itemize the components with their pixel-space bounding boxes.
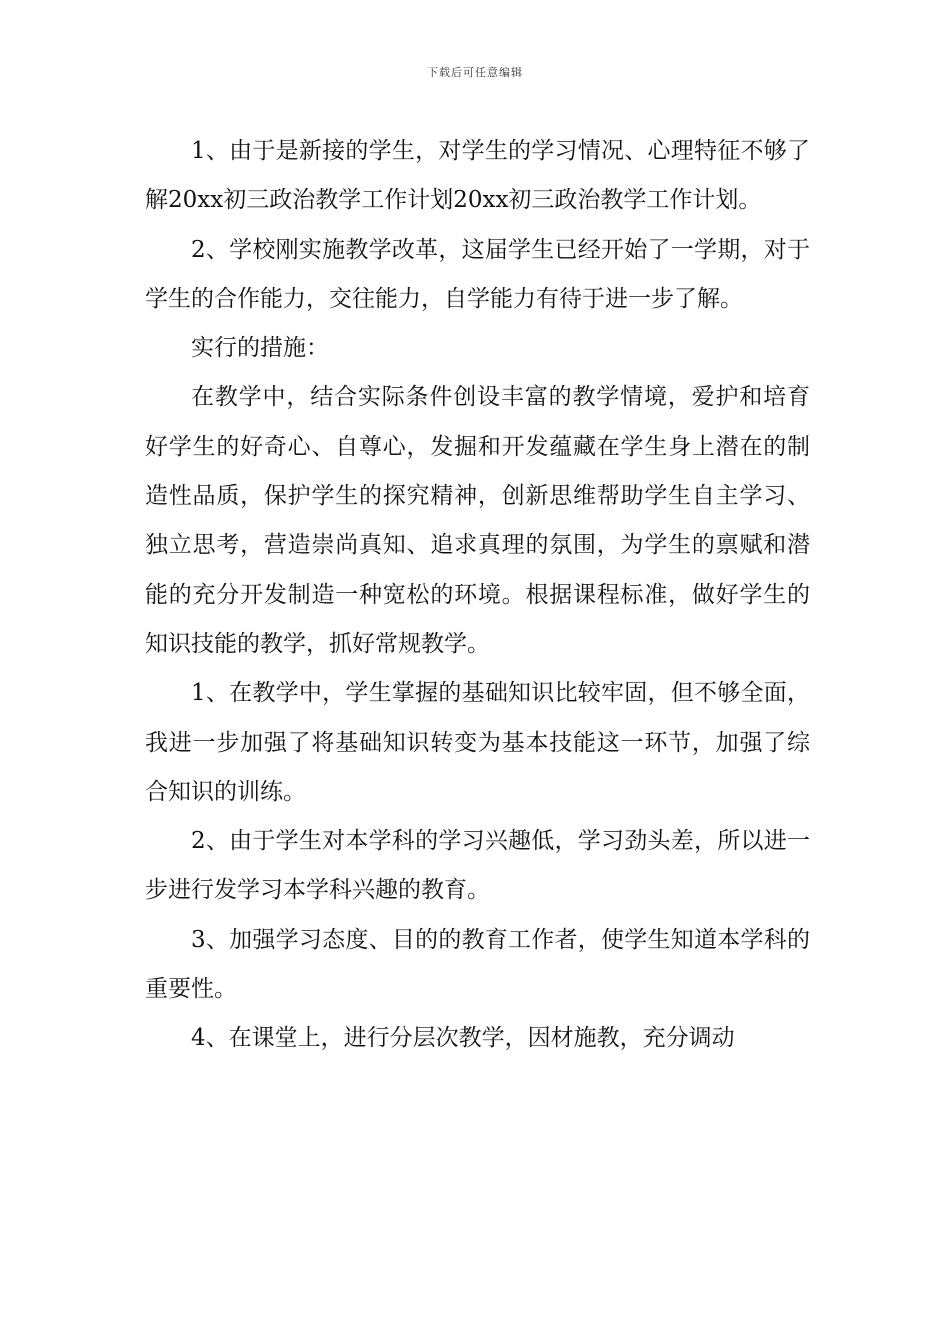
paragraph: 2、由于学生对本学科的学习兴趣低，学习劲头差，所以进一步进行发学习本学科兴趣的教育。 [145,828,810,904]
paragraph: 实行的措施： [191,335,329,362]
document-body [145,127,810,1064]
paragraph: 2、学校刚实施教学改革，这届学生已经开始了一学期，对于学生的合作能力，交往能力，自学能力有待于进一步了解。 [145,236,810,312]
header-note: 下载后可任意编辑 [427,66,523,79]
paragraph: 4、在课堂上，进行分层次教学，因材施教，充分调动 [191,1025,735,1052]
paragraph: 在教学中，结合实际条件创设丰富的教学情境，爱护和培育好学生的好奇心、自尊心，发掘和开发蕴藏在学生身上潜在的制造性品质，保护学生的探究精神，创新思维帮助学生自主学习、独立思考，营造崇尚真知、追求真理的氛围，为学生的禀赋和潜能的充分开发制造一种宽松的环境。根据课程标准，做好学生的知识技能的教学，抓好常规教学。 [145,384,810,657]
paragraph: 3、加强学习态度、目的的教育工作者，使学生知道本学科的重要性。 [145,926,810,1003]
paragraph: 1、在教学中，学生掌握的基础知识比较牢固，但不够全面，我进一步加强了将基础知识转变为基本技能这一环节，加强了综合知识的训练。 [145,680,810,805]
paragraph: 1、由于是新接的学生，对学生的学习情况、心理特征不够了解20xx初三政治教学工作计划20xx初三政治教学工作计划。 [145,138,810,214]
